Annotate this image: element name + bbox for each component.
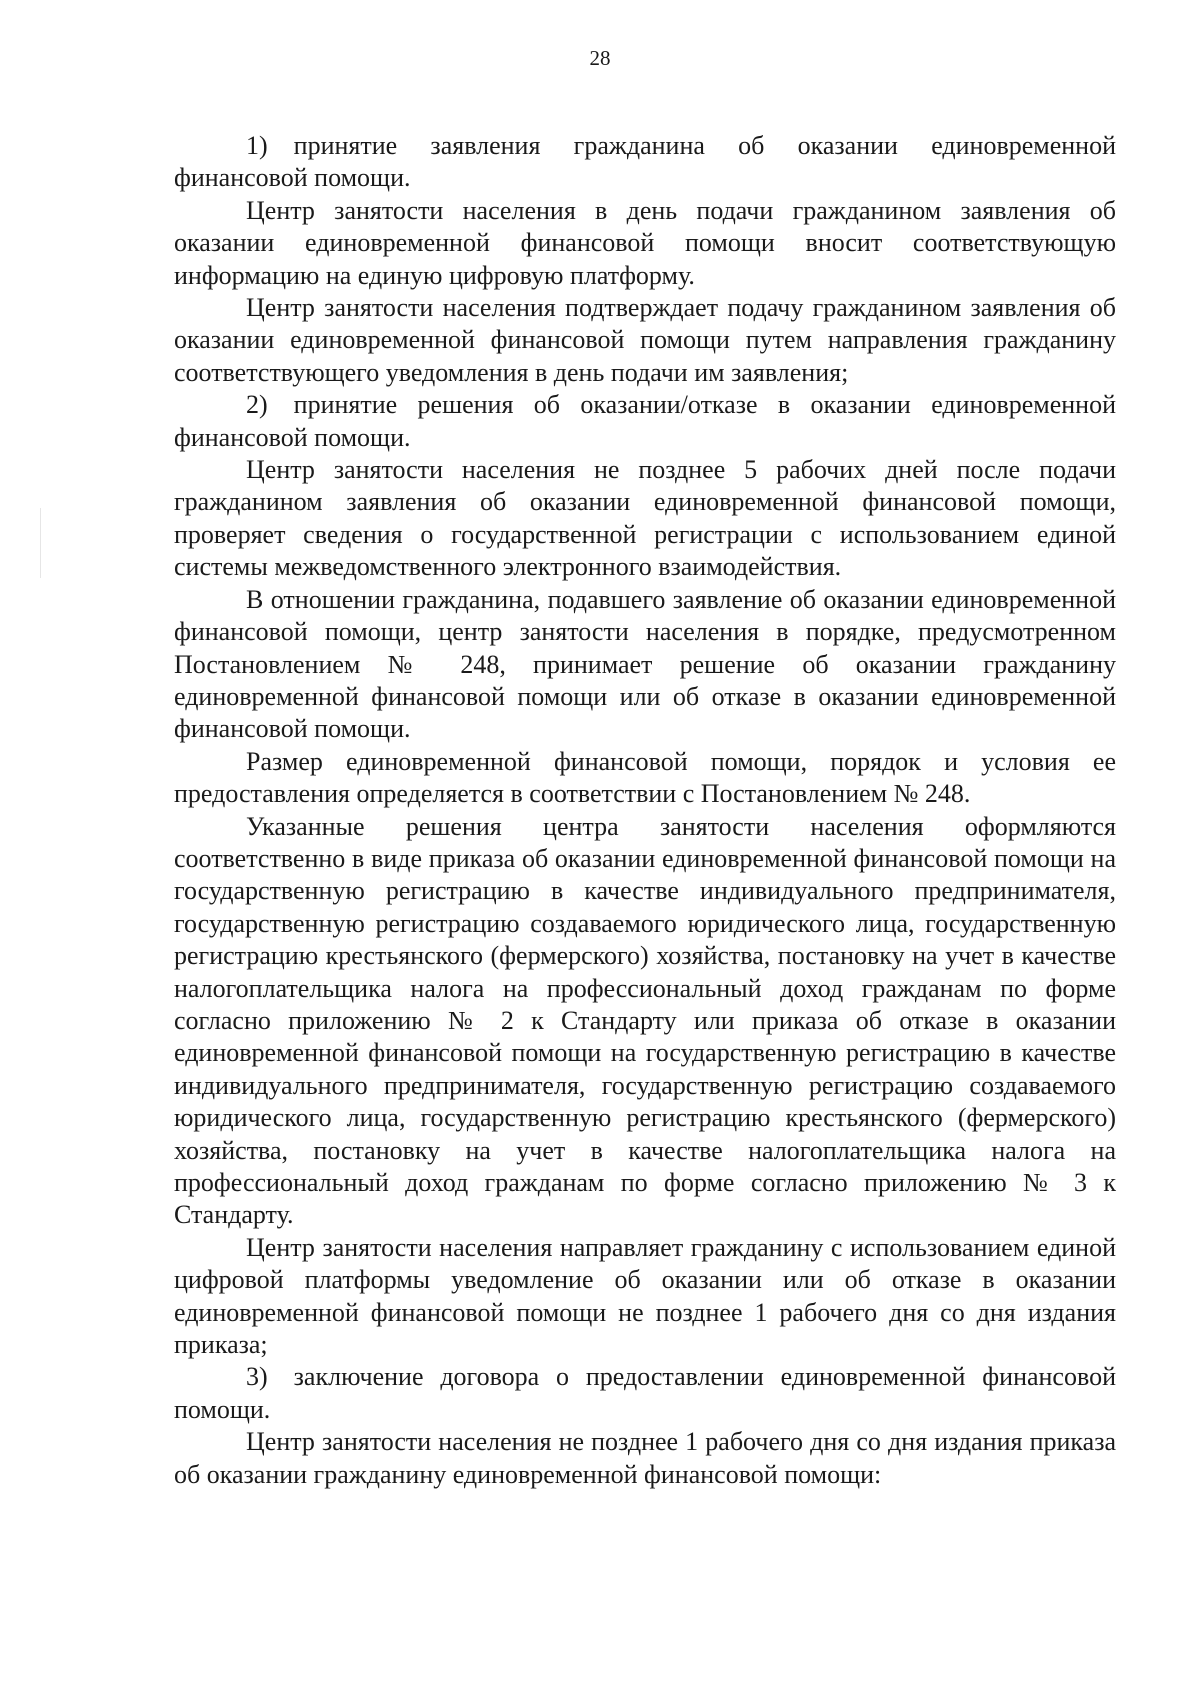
document-body	[174, 130, 1116, 1491]
paragraph: Центр занятости населения направляет гражданину с использованием единой цифровой платформы уведомление об оказании или об отказе в оказании единовременной финансовой помощи не позднее 1 рабочего дня со дня издания приказа;	[174, 1232, 1116, 1360]
paragraph: Размер единовременной финансовой помощи, порядок и условия ее предоставления определяется в соответствии с Постановлением № 248.	[174, 746, 1116, 809]
paragraph-item-2: 2) принятие решения об оказании/отказе в оказании единовременной финансовой помощи.	[174, 390, 1116, 452]
paragraph-item-1: 1) принятие заявления гражданина об оказании единовременной финансовой помощи.	[174, 131, 1116, 193]
paragraph: Центр занятости населения подтверждает подачу гражданином заявления об оказании единовременной финансовой помощи путем направления гражданину соответствующего уведомления в день подачи им заявления;	[174, 293, 1116, 387]
scan-edge-mark	[40, 508, 41, 578]
paragraph: Центр занятости населения не позднее 1 рабочего дня со дня издания приказа об оказании гражданину единовременной финансовой помощи:	[174, 1427, 1116, 1489]
paragraph: Указанные решения центра занятости населения оформляются соответственно в виде приказа об оказании единовременной финансовой помощи на государственную регистрацию в качестве индивидуального предпринимателя, государственную регистрацию создаваемого юридического лица, государственную регистрацию крестьянского (фермерского) хозяйства, постановку на учет в качестве налогоплательщика налога на профессиональный доход гражданам по форме согласно приложению № 2 к Стандарту или приказа об отказе в оказании единовременной финансовой помощи на государственную регистрацию в качестве индивидуального предпринимателя, государственную регистрацию создаваемого юридического лица, государственную регистрацию крестьянского (фермерского) хозяйства, постановку на учет в качестве налогоплательщика налога на профессиональный доход гражданам по форме согласно приложению № 3 к Стандарту.	[174, 811, 1116, 1230]
page-number: 28	[589, 46, 611, 70]
paragraph: В отношении гражданина, подавшего заявление об оказании единовременной финансовой помощи, центр занятости населения в порядке, предусмотренном Постановлением № 248, принимает решение об оказании гражданину единовременной финансовой помощи или об отказе в оказании единовременной финансовой помощи.	[174, 584, 1116, 744]
paragraph-item-3: 3) заключение договора о предоставлении единовременной финансовой помощи.	[174, 1362, 1116, 1424]
paragraph: Центр занятости населения в день подачи гражданином заявления об оказании единовременной финансовой помощи вносит соответствующую информацию на единую цифровую платформу.	[174, 195, 1116, 290]
paragraph: Центр занятости населения не позднее 5 рабочих дней после подачи гражданином заявления об оказании единовременной финансовой помощи, проверяет сведения о государственной регистрации с использованием единой системы межведомственного электронного взаимодействия.	[174, 455, 1116, 582]
